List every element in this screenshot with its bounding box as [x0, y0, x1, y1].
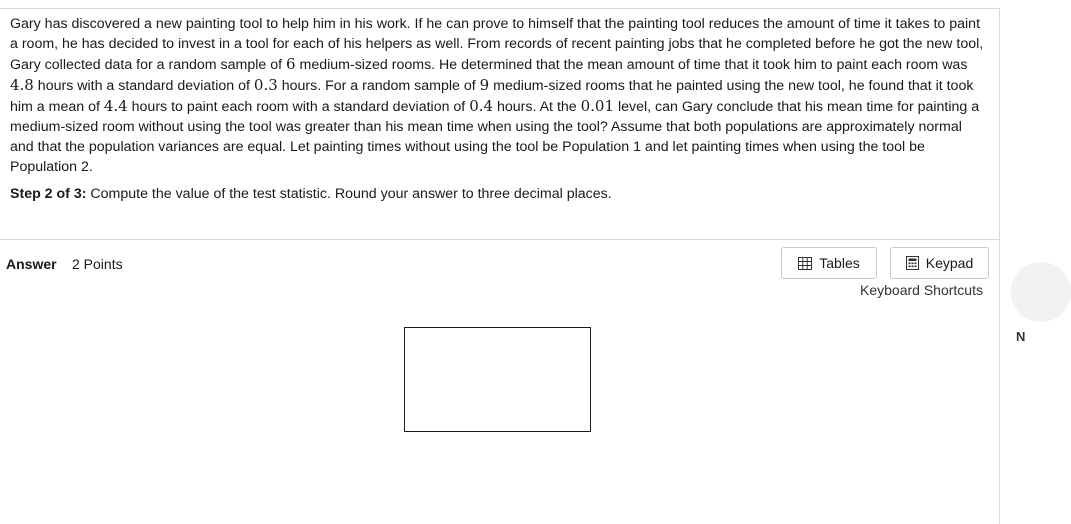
question-text-part: medium-sized rooms that he painted using the new tool, he found that it took him a mean of	[10, 78, 974, 115]
keyboard-shortcuts-link[interactable]: Keyboard Shortcuts	[860, 282, 983, 298]
sample-size-1: 6	[286, 55, 296, 73]
question-text	[10, 14, 985, 177]
question-text-part: hours with a standard deviation of	[33, 78, 254, 94]
std-dev-1: 0.3	[253, 76, 278, 94]
mean-1: 4.8	[10, 76, 34, 94]
std-dev-2: 0.4	[469, 97, 494, 115]
side-panel-toggle[interactable]	[1011, 262, 1071, 322]
top-divider	[0, 8, 1000, 9]
step-label: Step 2 of 3:	[10, 186, 87, 202]
right-divider	[999, 8, 1000, 524]
question-text-part: hours. At the	[493, 99, 581, 115]
answer-divider	[0, 239, 999, 240]
table-icon	[798, 257, 812, 270]
answer-label: Answer	[6, 256, 57, 272]
question-text-part: level, can Gary conclude that his mean time for painting a medium-sized room without using the tool was greater than his mean time when using the tool? Assume that both populations are approximately normal and that the population variances are equal. Let painting times without using the tool be Population 1 and let painting times when using the tool be Population 2.	[10, 99, 980, 175]
question-text-part: medium-sized rooms. He determined that the mean amount of time that it took him to paint each room was	[295, 57, 968, 73]
step-instruction	[10, 184, 612, 204]
tables-button[interactable]	[781, 247, 877, 279]
answer-input[interactable]	[404, 327, 591, 432]
question-text-part: Gary has discovered a new painting tool to help him in his work. If he can prove to himself that the painting tool reduces the amount of time it takes to paint a room, he has decided to invest in a tool for each of his helpers as well. From records of recent painting jobs that he completed before he got the new tool, Gary collected data for a random sample of	[10, 16, 984, 73]
step-text: Compute the value of the test statistic. Round your answer to three decimal places.	[86, 186, 612, 202]
edge-letter: N	[1016, 329, 1026, 344]
keypad-button[interactable]	[890, 247, 989, 279]
question-text-part: hours. For a random sample of	[277, 78, 480, 94]
keypad-button-label: Keypad	[925, 255, 974, 271]
question-text-part: hours to paint each room with a standard deviation of	[127, 99, 470, 115]
points-value: 2 Points	[72, 256, 123, 272]
calculator-icon	[906, 256, 919, 270]
sample-size-2: 9	[479, 76, 490, 94]
mean-2: 4.4	[103, 97, 128, 115]
tables-button-label: Tables	[819, 255, 860, 271]
significance-level: 0.01	[580, 97, 615, 115]
